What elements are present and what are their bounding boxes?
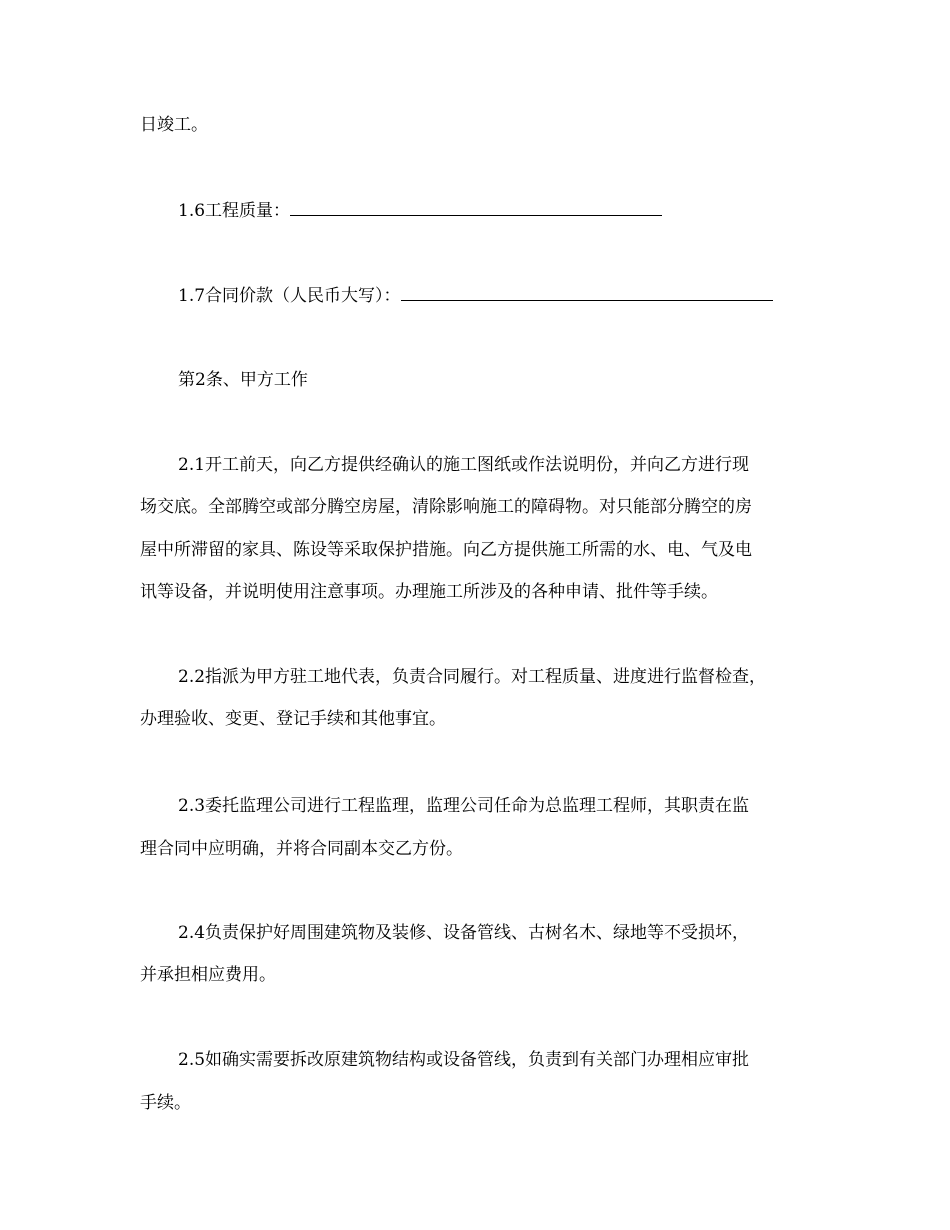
clause-label: 1.7合同价款（人民币大写）：	[178, 286, 401, 306]
text-line: 讯等设备，并说明使用注意事项。办理施工所涉及的各种申请、批件等手续。	[140, 582, 718, 602]
section-heading: 第2条、甲方工作	[178, 370, 308, 390]
clause-1-6	[178, 199, 662, 221]
text-line: 2.1开工前天，向乙方提供经确认的施工图纸或作法说明份，并向乙方进行现	[178, 455, 750, 475]
text-line: 办理验收、变更、登记手续和其他事宜。	[140, 709, 446, 729]
text-line: 手续。	[140, 1093, 191, 1113]
text-line: 并承担相应费用。	[140, 965, 276, 985]
clause-label: 1.6工程质量：	[178, 201, 291, 221]
text-line: 场交底。全部腾空或部分腾空房屋，清除影响施工的障碍物。对只能部分腾空的房	[140, 497, 752, 517]
clause-1-7	[178, 284, 773, 306]
text-line: 2.3委托监理公司进行工程监理，监理公司任命为总监理工程师，其职责在监	[178, 796, 750, 816]
text-line: 日竣工。	[140, 115, 208, 135]
fill-in-blank	[290, 199, 662, 216]
text-line: 屋中所滞留的家具、陈设等采取保护措施。向乙方提供施工所需的水、电、气及电	[140, 540, 752, 560]
text-line: 2.5如确实需要拆改原建筑物结构或设备管线，负责到有关部门办理相应审批	[178, 1050, 750, 1070]
text-line: 2.4负责保护好周围建筑物及装修、设备管线、古树名木、绿地等不受损坏，	[178, 923, 750, 943]
text-line: 理合同中应明确，并将合同副本交乙方份。	[140, 839, 463, 859]
text-line: 2.2指派为甲方驻工地代表，负责合同履行。对工程质量、进度进行监督检查，	[178, 667, 767, 687]
fill-in-blank	[401, 284, 773, 301]
